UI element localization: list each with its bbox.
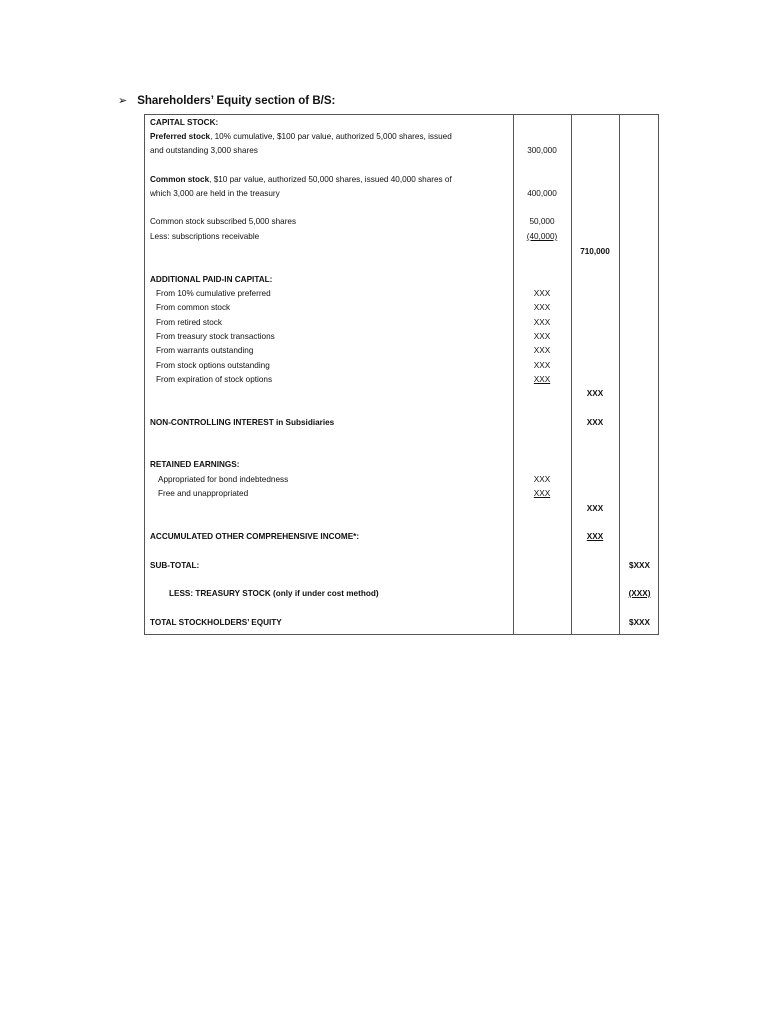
common-stock-line1 [150,175,452,185]
apic-total: XXX [586,389,604,398]
apic-item-amount: XXX [533,332,551,341]
retained-item-amount: XXX [533,475,551,484]
capital-stock-header: CAPITAL STOCK: [150,118,219,127]
nci-amount: XXX [586,418,604,427]
treasury-stock-amount: (XXX) [628,589,651,598]
stock-subscribed-amount: 50,000 [529,217,555,226]
apic-item-label: From expiration of stock options [156,375,273,384]
apic-item-label: From warrants outstanding [156,346,254,355]
apic-item-label: From retired stock [156,318,222,327]
capital-stock-total: 710,000 [580,247,610,256]
subtotal-amount: $XXX [629,561,650,570]
total-equity-label: TOTAL STOCKHOLDERS’ EQUITY [150,618,282,627]
apic-item-amount: XXX [533,375,551,384]
apic-item-amount: XXX [533,346,551,355]
apic-item-amount: XXX [533,318,551,327]
section-title: Shareholders’ Equity section of B/S: [137,94,336,107]
apic-item-amount: XXX [533,303,551,312]
retained-item-label: Appropriated for bond indebtedness [158,475,289,484]
apic-item-label: From treasury stock transactions [156,332,275,341]
subscriptions-receivable-label: Less: subscriptions receivable [150,232,260,241]
stock-subscribed-label: Common stock subscribed 5,000 shares [150,217,297,226]
apic-item-amount: XXX [533,361,551,370]
subtotal-label: SUB-TOTAL: [150,561,200,570]
arrow-bullet-icon: ➢ [118,95,128,107]
preferred-stock-line1 [150,132,452,142]
preferred-stock-line2: and outstanding 3,000 shares [150,146,258,155]
equity-table [144,114,659,635]
subscriptions-receivable-amount: (40,000) [526,232,558,241]
common-stock-label: Common stock [150,175,210,184]
apic-item-label: From 10% cumulative preferred [156,289,271,298]
apic-item-label: From common stock [156,303,231,312]
preferred-stock-label: Preferred stock [150,132,211,141]
common-stock-description: , $10 par value, authorized 50,000 shares, issued 40,000 shares of [209,175,452,184]
retained-earnings-total: XXX [586,504,604,513]
column-divider-2 [571,115,572,634]
apic-item-amount: XXX [533,289,551,298]
column-divider-3 [619,115,620,634]
common-stock-amount: 400,000 [527,189,557,198]
section-heading [118,94,335,107]
preferred-stock-description: , 10% cumulative, $100 par value, authorized 5,000 shares, issued [210,132,452,141]
apic-header: ADDITIONAL PAID-IN CAPITAL: [150,275,273,284]
aoci-label: ACCUMULATED OTHER COMPREHENSIVE INCOME*: [150,532,360,541]
aoci-amount: XXX [586,532,604,541]
nci-label: NON-CONTROLLING INTEREST in Subsidiaries [150,418,335,427]
retained-earnings-header: RETAINED EARNINGS: [150,460,240,469]
preferred-stock-amount: 300,000 [527,146,557,155]
retained-item-amount: XXX [533,489,551,498]
treasury-stock-label: LESS: TREASURY STOCK (only if under cost method) [169,589,379,598]
common-stock-line2: which 3,000 are held in the treasury [150,189,280,198]
retained-item-label: Free and unappropriated [158,489,249,498]
total-equity-amount: $XXX [629,618,650,627]
apic-item-label: From stock options outstanding [156,361,270,370]
